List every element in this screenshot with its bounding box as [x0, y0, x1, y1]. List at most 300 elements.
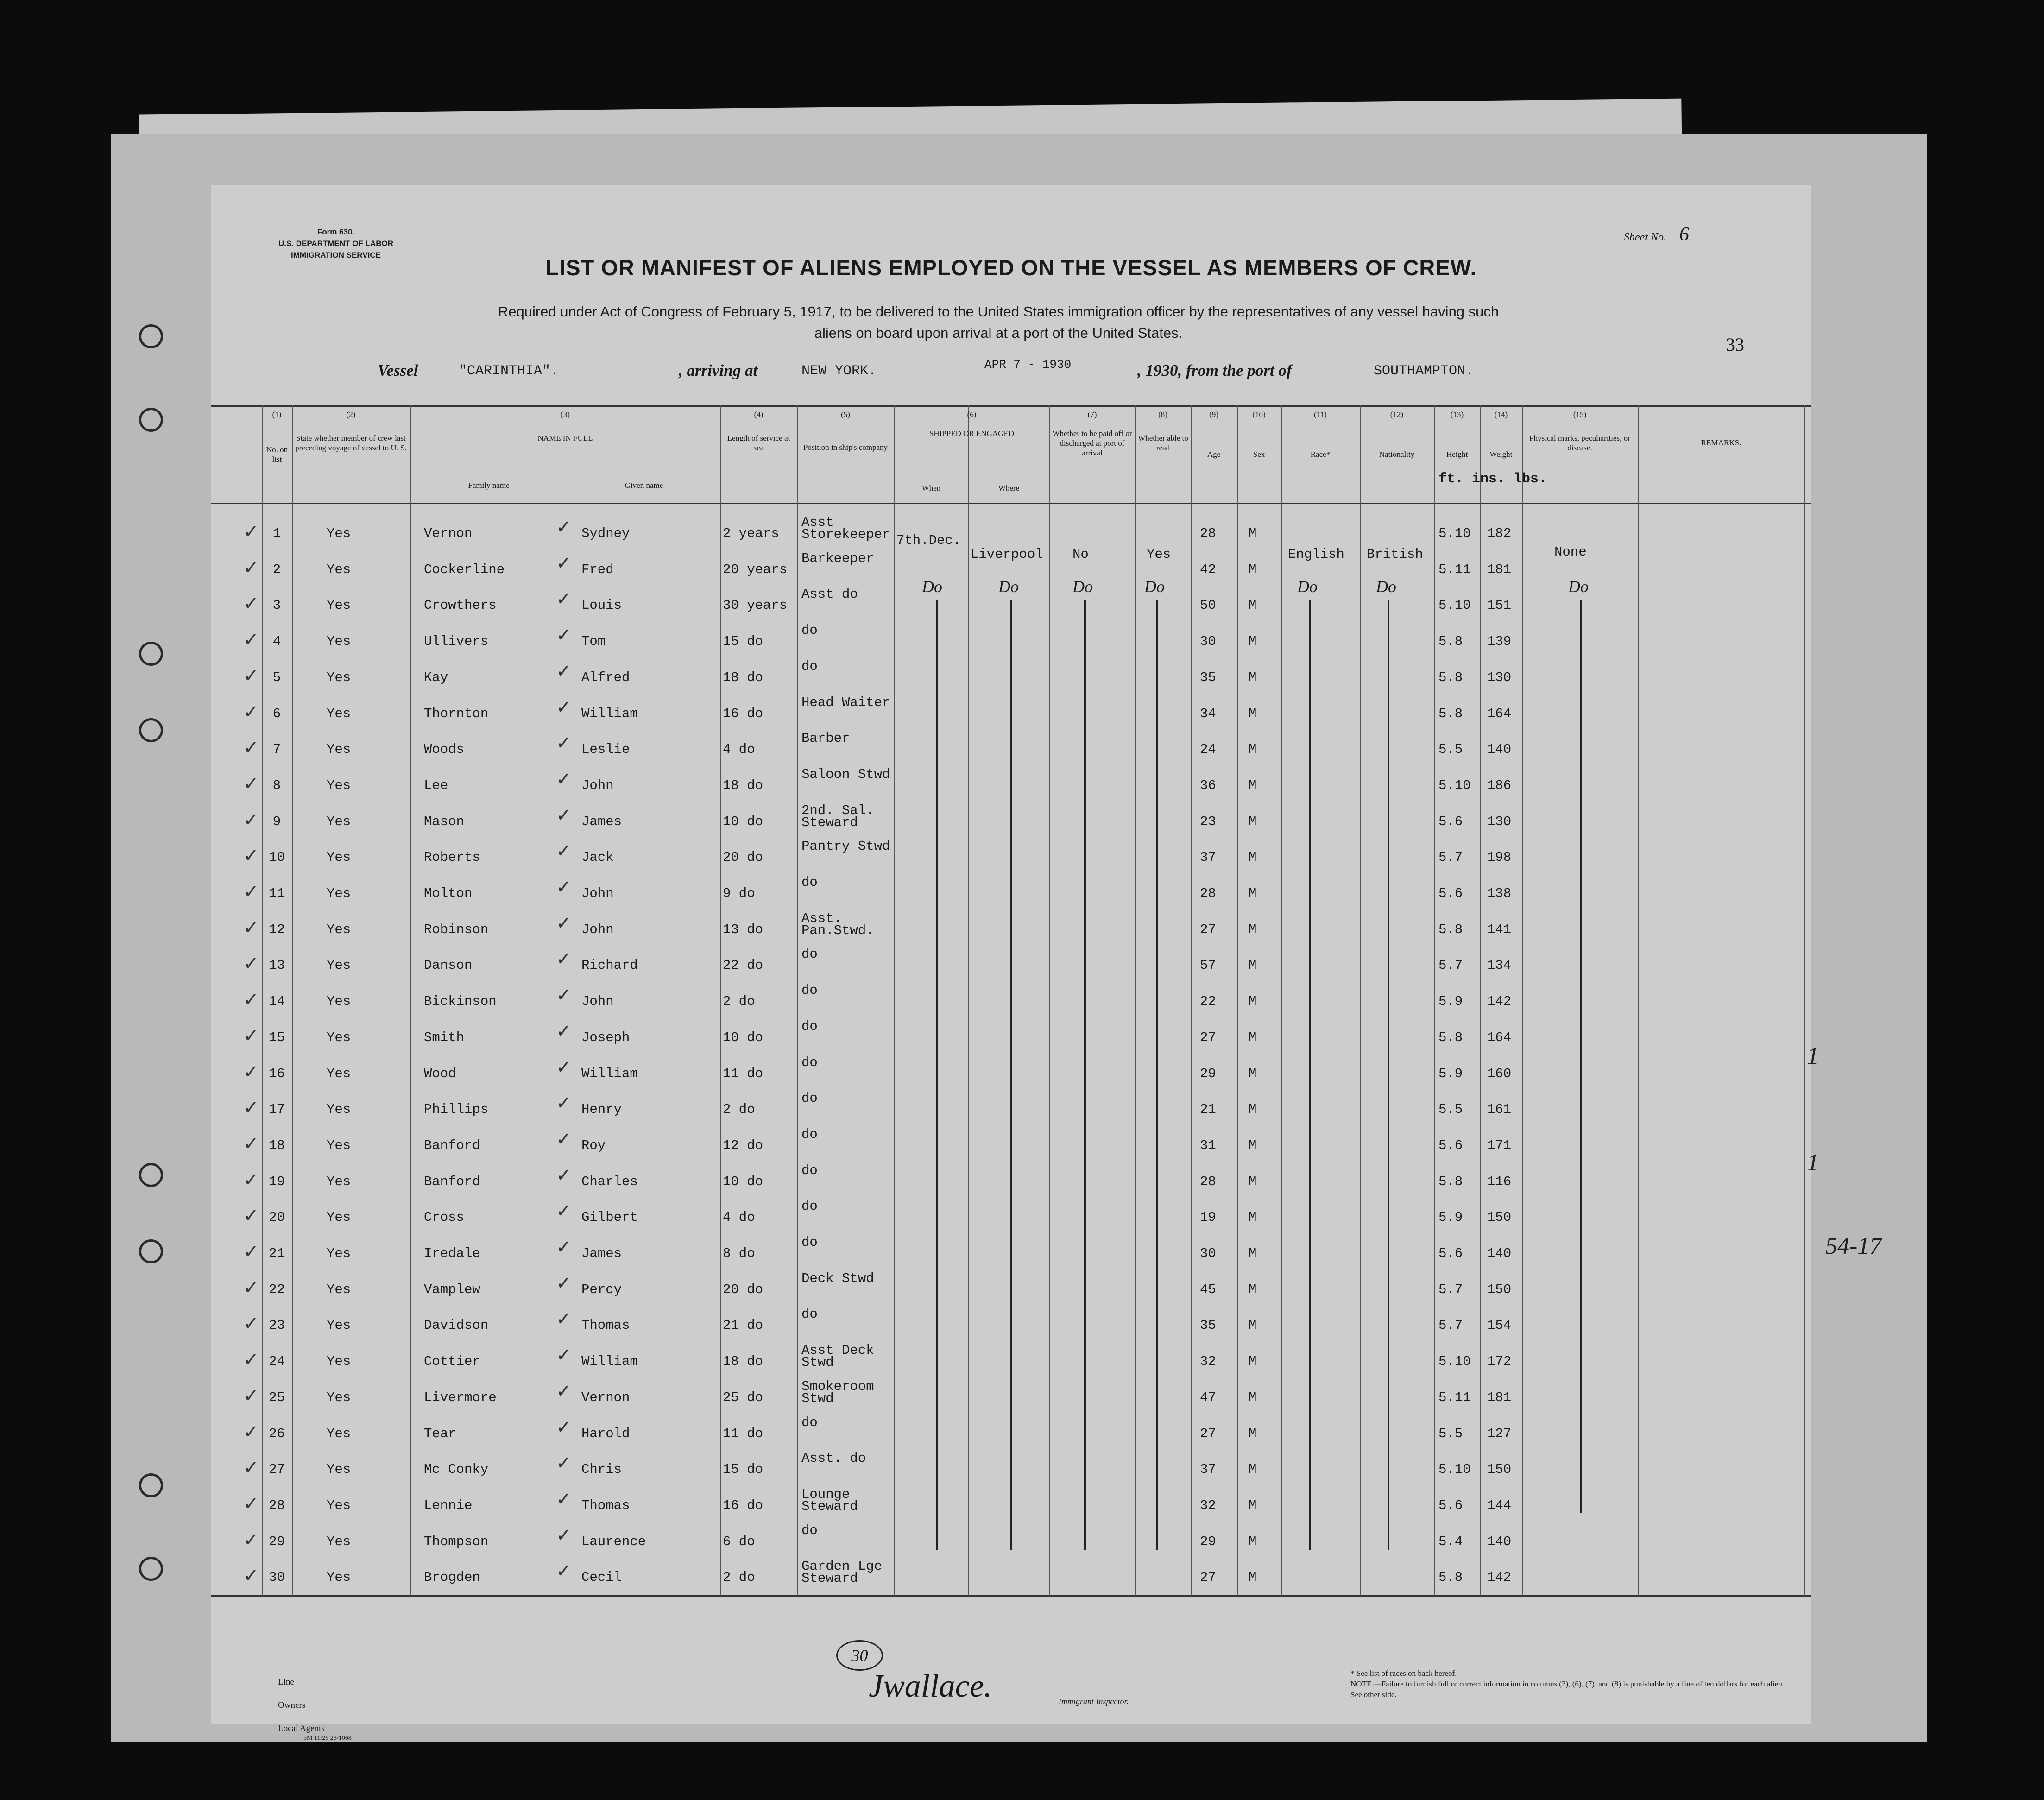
crew-weight: 161 [1487, 1102, 1512, 1118]
crew-position: do [801, 1162, 818, 1178]
crew-given-name: Roy [581, 1137, 606, 1153]
sheet-label: Sheet No. [1624, 231, 1666, 243]
crew-weight: 127 [1487, 1426, 1512, 1441]
units-row: ft. ins. lbs. [1438, 471, 1547, 487]
crew-age: 28 [1200, 1174, 1216, 1189]
header-position: Position in ship's company [803, 443, 888, 452]
crew-family-name: Banford [424, 1137, 480, 1153]
check-mark-icon: ✓ [556, 733, 572, 754]
crew-position: Head Waiter [801, 695, 890, 710]
column-number: (5) [841, 410, 850, 419]
check-mark-icon: ✓ [243, 593, 259, 615]
page-number: 33 [1726, 334, 1744, 355]
crew-given-name: Thomas [581, 1318, 630, 1333]
crew-service: 2 do [723, 1570, 755, 1585]
crew-no: 18 [269, 1137, 285, 1153]
crew-sex: M [1249, 634, 1257, 650]
crew-height: 5.8 [1438, 1570, 1463, 1585]
crew-height: 5.9 [1438, 994, 1463, 1010]
crew-sex: M [1249, 1462, 1257, 1478]
crew-no: 7 [272, 742, 281, 758]
crew-given-name: John [581, 994, 614, 1010]
crew-position: Asst. do [801, 1451, 866, 1466]
crew-service: 18 do [723, 777, 763, 793]
header-state-whether: State whether member of crew last preceding voyage of vessel to U. S. [295, 434, 407, 452]
crew-height: 5.8 [1438, 1029, 1463, 1045]
crew-no: 24 [269, 1354, 285, 1370]
crew-service: 20 do [723, 1282, 763, 1297]
crew-service: 25 do [723, 1389, 763, 1405]
table-row [211, 512, 1811, 548]
crew-position: do [801, 875, 818, 890]
crew-family-name: Roberts [424, 850, 480, 865]
crew-position: Asst. Pan.Stwd. [801, 910, 874, 938]
crew-family-name: Vamplew [424, 1282, 480, 1297]
crew-family-name: Ullivers [424, 634, 489, 650]
check-mark-icon: ✓ [243, 557, 259, 579]
row1-race: English [1288, 547, 1344, 562]
ditto-mark: Do [1144, 577, 1165, 596]
crew-voyage: Yes [327, 1318, 351, 1333]
crew-family-name: Tear [424, 1426, 456, 1441]
crew-sex: M [1249, 922, 1257, 937]
crew-sex: M [1249, 1497, 1257, 1513]
crew-family-name: Banford [424, 1174, 480, 1189]
crew-given-name: Charles [581, 1174, 638, 1189]
crew-service: 4 do [723, 742, 755, 758]
crew-service: 15 do [723, 1462, 763, 1478]
crew-service: 10 do [723, 1029, 763, 1045]
crew-given-name: Vernon [581, 1389, 630, 1405]
row1-paid-off: No [1072, 547, 1089, 562]
row1-when: 7th.Dec. [896, 533, 961, 548]
crew-family-name: Vernon [424, 526, 473, 541]
table-row [211, 1556, 1811, 1592]
check-mark-icon: ✓ [556, 768, 572, 790]
check-mark-icon: ✓ [243, 1385, 259, 1407]
crew-service: 18 do [723, 1354, 763, 1370]
crew-height: 5.6 [1438, 1137, 1463, 1153]
crew-height: 5.8 [1438, 922, 1463, 937]
crew-family-name: Lennie [424, 1497, 473, 1513]
crew-service: 10 do [723, 814, 763, 829]
crew-given-name: William [581, 1354, 638, 1370]
inspector-signature: Jwallace. [869, 1668, 992, 1704]
crew-age: 32 [1200, 1354, 1216, 1370]
crew-no: 2 [272, 562, 281, 577]
crew-family-name: Thompson [424, 1534, 489, 1549]
crew-age: 27 [1200, 922, 1216, 937]
crew-no: 21 [269, 1246, 285, 1261]
column-number: (13) [1450, 410, 1464, 419]
crew-family-name: Crowthers [424, 598, 497, 613]
header-height: Height [1446, 450, 1468, 459]
binder-hole [139, 1163, 163, 1187]
header-name-in-full: NAME IN FULL [537, 434, 593, 442]
crew-position: 2nd. Sal. Steward [801, 802, 874, 830]
crew-no: 27 [269, 1462, 285, 1478]
binder-hole [139, 718, 163, 742]
crew-sex: M [1249, 1318, 1257, 1333]
crew-weight: 164 [1487, 706, 1512, 721]
crew-sex: M [1249, 1066, 1257, 1081]
check-mark-icon: ✓ [243, 1529, 259, 1551]
crew-weight: 150 [1487, 1282, 1512, 1297]
crew-age: 23 [1200, 814, 1216, 829]
crew-age: 27 [1200, 1426, 1216, 1441]
crew-service: 2 do [723, 994, 755, 1010]
crew-service: 18 do [723, 669, 763, 685]
check-mark-icon: ✓ [556, 1272, 572, 1294]
crew-family-name: Phillips [424, 1102, 489, 1118]
crew-family-name: Smith [424, 1029, 465, 1045]
crew-voyage: Yes [327, 1570, 351, 1585]
crew-no: 11 [269, 886, 285, 901]
check-mark-icon: ✓ [556, 804, 572, 826]
ditto-line [1010, 600, 1012, 1550]
crew-family-name: Thornton [424, 706, 489, 721]
crew-sex: M [1249, 1137, 1257, 1153]
crew-height: 5.8 [1438, 669, 1463, 685]
crew-age: 47 [1200, 1389, 1216, 1405]
crew-given-name: Louis [581, 598, 622, 613]
crew-age: 34 [1200, 706, 1216, 721]
count-circled: 30 [836, 1640, 883, 1671]
crew-service: 10 do [723, 1174, 763, 1189]
crew-no: 30 [269, 1570, 285, 1585]
crew-sex: M [1249, 669, 1257, 685]
crew-voyage: Yes [327, 777, 351, 793]
binder-hole [139, 324, 163, 348]
crew-no: 29 [269, 1534, 285, 1549]
header-family-name: Family name [468, 481, 510, 490]
crew-weight: 138 [1487, 886, 1512, 901]
sheet-number [1624, 223, 1689, 246]
crew-position: do [801, 623, 818, 638]
crew-height: 5.5 [1438, 1102, 1463, 1118]
crew-age: 19 [1200, 1210, 1216, 1225]
crew-service: 16 do [723, 706, 763, 721]
crew-service: 11 do [723, 1066, 763, 1081]
crew-weight: 139 [1487, 634, 1512, 650]
check-mark-icon: ✓ [556, 877, 572, 898]
table-top-rule [211, 405, 1811, 407]
footer-line-label: Line [278, 1677, 294, 1687]
crew-age: 29 [1200, 1534, 1216, 1549]
crew-given-name: John [581, 922, 614, 937]
crew-given-name: Joseph [581, 1029, 630, 1045]
crew-age: 27 [1200, 1570, 1216, 1585]
crew-voyage: Yes [327, 1137, 351, 1153]
check-mark-icon: ✓ [243, 1133, 259, 1155]
crew-no: 25 [269, 1389, 285, 1405]
crew-weight: 186 [1487, 777, 1512, 793]
crew-service: 9 do [723, 886, 755, 901]
crew-position: do [801, 1018, 818, 1034]
crew-height: 5.10 [1438, 526, 1471, 541]
column-number: (15) [1573, 410, 1587, 419]
margin-note: 54-17 [1825, 1233, 1882, 1259]
crew-family-name: Robinson [424, 922, 489, 937]
check-mark-icon: ✓ [243, 1493, 259, 1515]
crew-weight: 171 [1487, 1137, 1512, 1153]
column-number: (10) [1252, 410, 1266, 419]
crew-no: 20 [269, 1210, 285, 1225]
crew-position: Asst Deck Stwd [801, 1343, 874, 1371]
crew-height: 5.7 [1438, 1282, 1463, 1297]
crew-family-name: Danson [424, 958, 473, 973]
crew-service: 2 do [723, 1102, 755, 1118]
crew-sex: M [1249, 1426, 1257, 1441]
crew-weight: 142 [1487, 994, 1512, 1010]
header-no-on-list: No. on list [266, 445, 288, 464]
crew-sex: M [1249, 1534, 1257, 1549]
crew-weight: 130 [1487, 814, 1512, 829]
check-mark-icon: ✓ [556, 1560, 572, 1582]
binder-hole [139, 642, 163, 666]
crew-service: 22 do [723, 958, 763, 973]
crew-position: Asst do [801, 587, 858, 602]
crew-position: do [801, 1055, 818, 1070]
check-mark-icon: ✓ [556, 1200, 572, 1222]
header-given-name: Given name [625, 481, 663, 490]
column-number: (14) [1494, 410, 1508, 419]
crew-service: 13 do [723, 922, 763, 937]
ditto-mark: Do [1568, 577, 1589, 596]
voyage-line [211, 358, 1811, 389]
crew-age: 37 [1200, 850, 1216, 865]
table-header-rule [211, 503, 1811, 504]
crew-height: 5.4 [1438, 1534, 1463, 1549]
column-number: (3) [561, 410, 570, 419]
header-able-to-read: Whether able to read [1138, 434, 1188, 452]
crew-sex: M [1249, 1570, 1257, 1585]
crew-age: 37 [1200, 1462, 1216, 1478]
crew-weight: 160 [1487, 1066, 1512, 1081]
column-number: (8) [1158, 410, 1167, 419]
check-mark-icon: ✓ [556, 1380, 572, 1402]
crew-height: 5.5 [1438, 1426, 1463, 1441]
crew-no: 14 [269, 994, 285, 1010]
crew-sex: M [1249, 1246, 1257, 1261]
ditto-mark: Do [1072, 577, 1093, 596]
manifest-page [211, 185, 1811, 1742]
crew-voyage: Yes [327, 742, 351, 758]
crew-no: 15 [269, 1029, 285, 1045]
check-mark-icon: ✓ [556, 1308, 572, 1330]
crew-given-name: William [581, 1066, 638, 1081]
crew-family-name: Lee [424, 777, 448, 793]
form-number: Form 630. [317, 227, 355, 236]
page-subtitle [350, 301, 1647, 344]
check-mark-icon: ✓ [556, 1020, 572, 1042]
crew-voyage: Yes [327, 922, 351, 937]
crew-height: 5.10 [1438, 598, 1471, 613]
column-number: (9) [1209, 410, 1218, 419]
crew-voyage: Yes [327, 634, 351, 650]
check-mark-icon: ✓ [243, 881, 259, 903]
check-mark-icon: ✓ [556, 552, 572, 574]
check-mark-icon: ✓ [243, 1565, 259, 1587]
crew-weight: 181 [1487, 562, 1512, 577]
footer-agents-label: Local Agents [278, 1724, 325, 1733]
check-mark-icon: ✓ [243, 665, 259, 687]
check-mark-icon: ✓ [556, 696, 572, 718]
crew-no: 19 [269, 1174, 285, 1189]
crew-age: 31 [1200, 1137, 1216, 1153]
check-mark-icon: ✓ [243, 737, 259, 759]
check-mark-icon: ✓ [243, 1061, 259, 1083]
crew-family-name: Iredale [424, 1246, 480, 1261]
crew-age: 32 [1200, 1497, 1216, 1513]
crew-given-name: James [581, 1246, 622, 1261]
crew-position: do [801, 1522, 818, 1538]
binder-hole [139, 1239, 163, 1263]
check-mark-icon: ✓ [556, 517, 572, 538]
crew-no: 23 [269, 1318, 285, 1333]
crew-position: Deck Stwd [801, 1270, 874, 1286]
crew-weight: 164 [1487, 1029, 1512, 1045]
crew-position: do [801, 1126, 818, 1142]
check-mark-icon: ✓ [556, 1488, 572, 1510]
crew-sex: M [1249, 1174, 1257, 1189]
crew-height: 5.11 [1438, 562, 1471, 577]
margin-note: 1 [1807, 1149, 1819, 1176]
check-mark-icon: ✓ [556, 1345, 572, 1366]
crew-height: 5.9 [1438, 1210, 1463, 1225]
crew-sex: M [1249, 742, 1257, 758]
check-mark-icon: ✓ [243, 953, 259, 975]
crew-voyage: Yes [327, 1462, 351, 1478]
crew-given-name: Fred [581, 562, 614, 577]
crew-position: do [801, 658, 818, 674]
crew-weight: 172 [1487, 1354, 1512, 1370]
crew-position: Asst Storekeeper [801, 515, 890, 542]
crew-voyage: Yes [327, 1066, 351, 1081]
crew-no: 5 [272, 669, 281, 685]
crew-no: 9 [272, 814, 281, 829]
crew-height: 5.8 [1438, 634, 1463, 650]
check-mark-icon: ✓ [243, 773, 259, 795]
crew-given-name: Laurence [581, 1534, 646, 1549]
crew-weight: 181 [1487, 1389, 1512, 1405]
check-mark-icon: ✓ [556, 1056, 572, 1078]
ditto-mark: Do [998, 577, 1019, 596]
binder-hole [139, 408, 163, 432]
inspector-label: Immigrant Inspector. [1059, 1697, 1129, 1706]
crew-position: Saloon Stwd [801, 766, 890, 782]
crew-height: 5.11 [1438, 1389, 1471, 1405]
crew-family-name: Molton [424, 886, 473, 901]
crew-position: do [801, 947, 818, 962]
crew-given-name: Tom [581, 634, 606, 650]
check-mark-icon: ✓ [556, 1237, 572, 1258]
crew-age: 22 [1200, 994, 1216, 1010]
department: U.S. DEPARTMENT OF LABOR [278, 239, 394, 248]
crew-height: 5.8 [1438, 706, 1463, 721]
ditto-line [936, 600, 938, 1550]
crew-voyage: Yes [327, 1354, 351, 1370]
crew-weight: 130 [1487, 669, 1512, 685]
crew-voyage: Yes [327, 1246, 351, 1261]
crew-given-name: Thomas [581, 1497, 630, 1513]
subtitle-line-1: Required under Act of Congress of February 5, 1917, to be delivered to the United States immigration officer by the representatives of any vessel having such [498, 303, 1499, 320]
arriving-value: NEW YORK. [801, 363, 877, 379]
crew-family-name: Davidson [424, 1318, 489, 1333]
check-mark-icon: ✓ [556, 625, 572, 646]
header-weight: Weight [1489, 450, 1513, 459]
crew-voyage: Yes [327, 1210, 351, 1225]
column-number: (1) [272, 410, 282, 419]
crew-position: Barber [801, 731, 850, 746]
crew-height: 5.9 [1438, 1066, 1463, 1081]
crew-age: 42 [1200, 562, 1216, 577]
check-mark-icon: ✓ [243, 1097, 259, 1119]
check-mark-icon: ✓ [243, 1421, 259, 1443]
crew-family-name: Kay [424, 669, 448, 685]
crew-given-name: William [581, 706, 638, 721]
crew-voyage: Yes [327, 706, 351, 721]
crew-weight: 198 [1487, 850, 1512, 865]
crew-position: do [801, 1235, 818, 1250]
footnote-star: * See list of races on back hereof. [1350, 1669, 1457, 1678]
check-mark-icon: ✓ [556, 985, 572, 1006]
crew-no: 10 [269, 850, 285, 865]
header-shipped: SHIPPED OR ENGAGED [929, 429, 1015, 438]
crew-sex: M [1249, 958, 1257, 973]
header-when: When [921, 484, 941, 493]
check-mark-icon: ✓ [243, 1169, 259, 1191]
crew-age: 45 [1200, 1282, 1216, 1297]
check-mark-icon: ✓ [556, 588, 572, 610]
row1-able-to-read: Yes [1147, 547, 1171, 562]
header-where: Where [998, 484, 1020, 493]
crew-position: do [801, 1415, 818, 1430]
crew-no: 4 [272, 634, 281, 650]
crew-height: 5.6 [1438, 1246, 1463, 1261]
check-mark-icon: ✓ [243, 521, 259, 543]
table-bottom-rule [211, 1595, 1811, 1597]
header-remarks: REMARKS. [1701, 438, 1741, 447]
date-stamp: APR 7 - 1930 [984, 358, 1072, 372]
footer-print-code: 5M 11/29 23/1068 [303, 1735, 352, 1742]
crew-given-name: John [581, 886, 614, 901]
crew-weight: 116 [1487, 1174, 1512, 1189]
crew-given-name: Cecil [581, 1570, 622, 1585]
crew-given-name: James [581, 814, 622, 829]
crew-sex: M [1249, 526, 1257, 541]
ditto-line [1084, 600, 1086, 1550]
binder-hole [139, 1473, 163, 1497]
check-mark-icon: ✓ [243, 989, 259, 1011]
crew-age: 36 [1200, 777, 1216, 793]
crew-no: 6 [272, 706, 281, 721]
crew-service: 12 do [723, 1137, 763, 1153]
crew-service: 20 do [723, 850, 763, 865]
crew-service: 15 do [723, 634, 763, 650]
crew-service: 30 years [723, 598, 788, 613]
crew-family-name: Livermore [424, 1389, 497, 1405]
crew-no: 13 [269, 958, 285, 973]
crew-service: 21 do [723, 1318, 763, 1333]
page-title: LIST OR MANIFEST OF ALIENS EMPLOYED ON THE VESSEL AS MEMBERS OF CREW. [545, 255, 1477, 280]
crew-family-name: Wood [424, 1066, 456, 1081]
check-mark-icon: ✓ [243, 629, 259, 651]
footer-owners-label: Owners [278, 1700, 306, 1710]
crew-voyage: Yes [327, 1282, 351, 1297]
crew-weight: 154 [1487, 1318, 1512, 1333]
crew-voyage: Yes [327, 1174, 351, 1189]
